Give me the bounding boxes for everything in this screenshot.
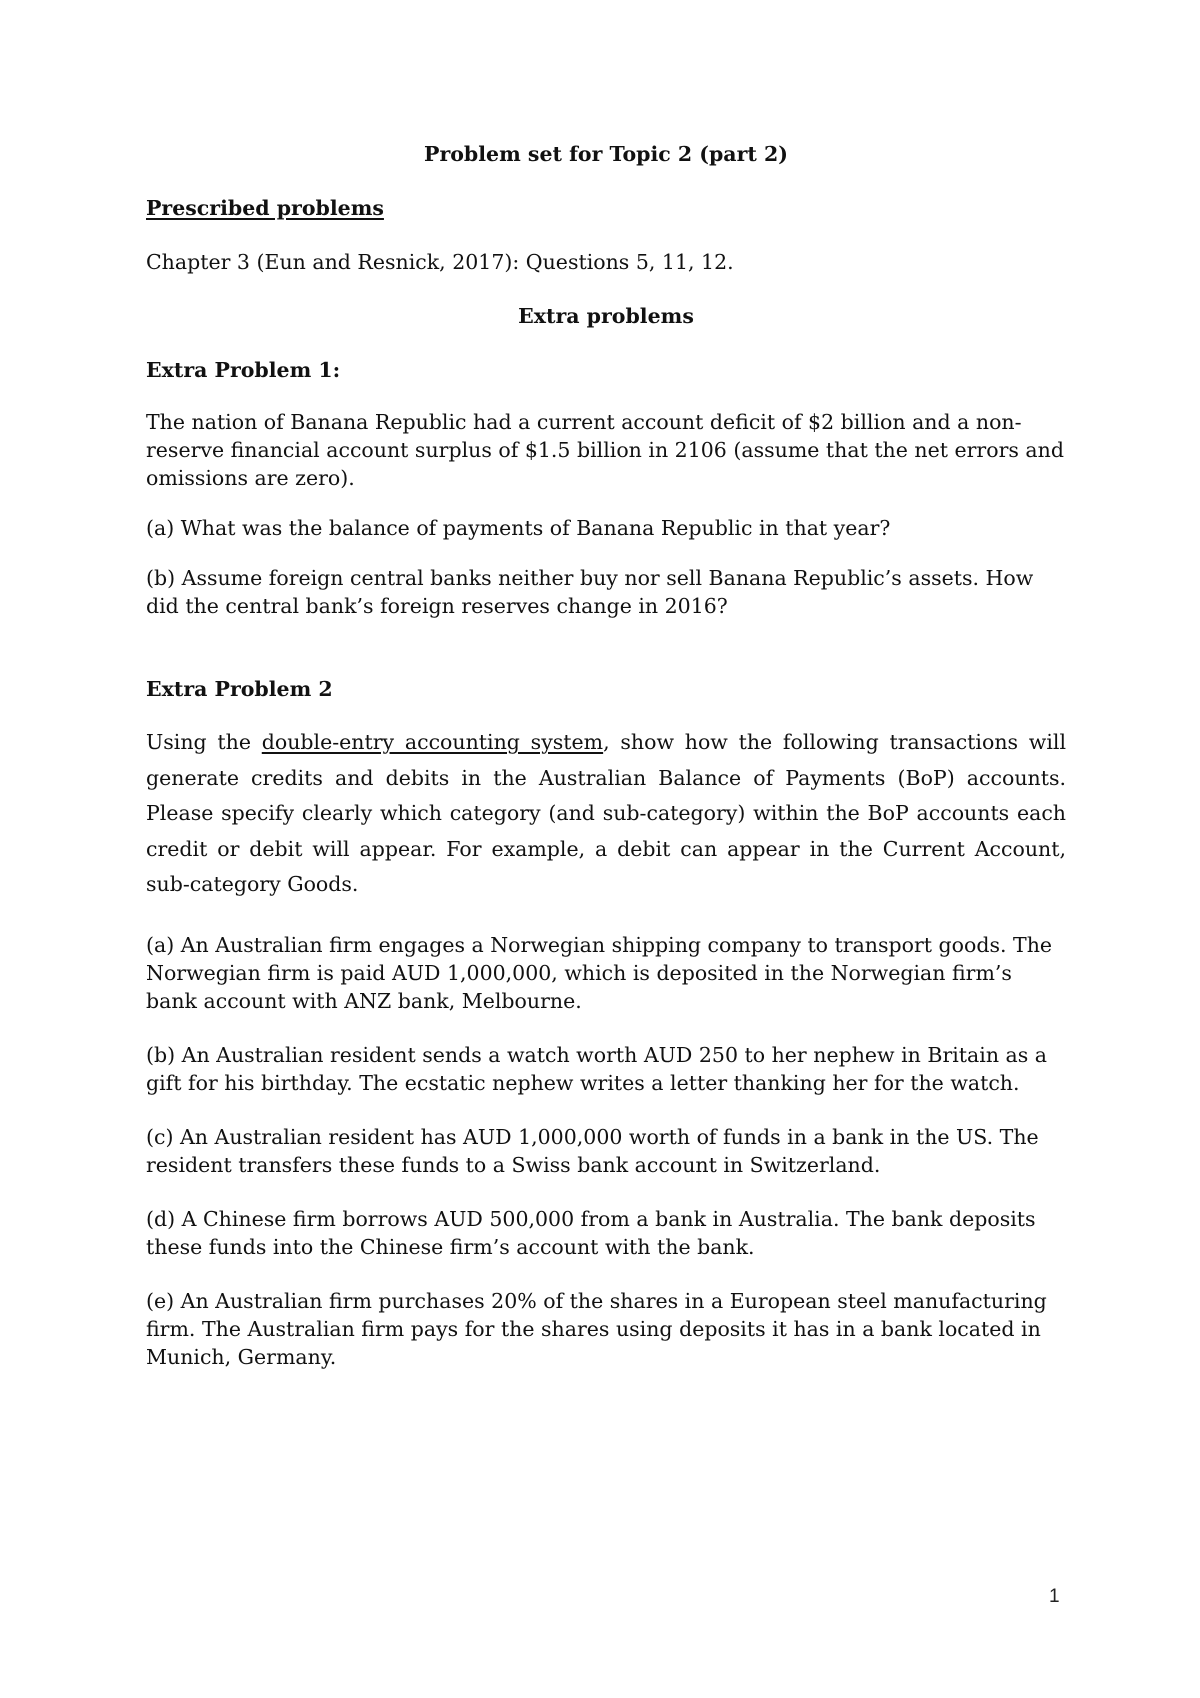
double-entry-term: double-entry accounting system [261, 730, 604, 754]
extra-problem-1-intro: The nation of Banana Republic had a current account deficit of $2 billion and a non-reserve financial account surplus of $1.5 billion in 2106 (assume that the net errors and omissions are zero). [146, 410, 1064, 490]
transaction-item-e: (e) An Australian firm purchases 20% of the shares in a European steel manufacturing firm. The Australian firm pays for the shares using deposits it has in a bank located in Munich, Germany. [146, 1288, 1047, 1369]
prescribed-problems-text: Chapter 3 (Eun and Resnick, 2017): Questions 5, 11, 12. [146, 250, 734, 274]
transaction-item-b: (b) An Australian resident sends a watch worth AUD 250 to her nephew in Britain as a gift for his birthday. The ecstatic nephew writes a letter thanking her for the watch. [146, 1042, 1048, 1095]
extra-problem-1-question-b: (b) Assume foreign central banks neither buy nor sell Banana Republic’s assets. How did the central bank’s foreign reserves change in 2016? [146, 566, 1034, 618]
intro-text-before: Using the [146, 730, 262, 754]
extra-problem-2-heading: Extra Problem 2 [146, 677, 333, 701]
extra-problem-2-intro [146, 725, 1066, 903]
prescribed-problems-heading: Prescribed problems [146, 196, 384, 220]
document-body [146, 140, 1066, 1397]
transaction-item-a: (a) An Australian firm engages a Norwegian shipping company to transport goods. The Norwegian firm is paid AUD 1,000,000, which is deposited in the Norwegian firm’s bank account with ANZ bank, Melbourne. [146, 932, 1053, 1013]
page-number: 1 [1049, 1586, 1060, 1607]
transaction-item-d: (d) A Chinese firm borrows AUD 500,000 from a bank in Australia. The bank deposits these funds into the Chinese firm’s account with the bank. [146, 1206, 1036, 1259]
transaction-item-c: (c) An Australian resident has AUD 1,000,000 worth of funds in a bank in the US. The resident transfers these funds to a Swiss bank account in Switzerland. [146, 1124, 1039, 1177]
document-title: Problem set for Topic 2 (part 2) [424, 142, 788, 166]
extra-problem-1-heading: Extra Problem 1: [146, 358, 341, 382]
extra-problems-heading: Extra problems [518, 304, 694, 328]
extra-problem-1-question-a: (a) What was the balance of payments of Banana Republic in that year? [146, 516, 891, 540]
intro-text-after: , show how the following transactions will generate credits and debits in the Australian Balance of Payments (BoP) accounts. Please specify clearly which category (and sub-category) within the BoP accounts each credit or debit will appear. For example, a debit can appear in the Current Account, sub-category Goods. [146, 730, 1067, 896]
